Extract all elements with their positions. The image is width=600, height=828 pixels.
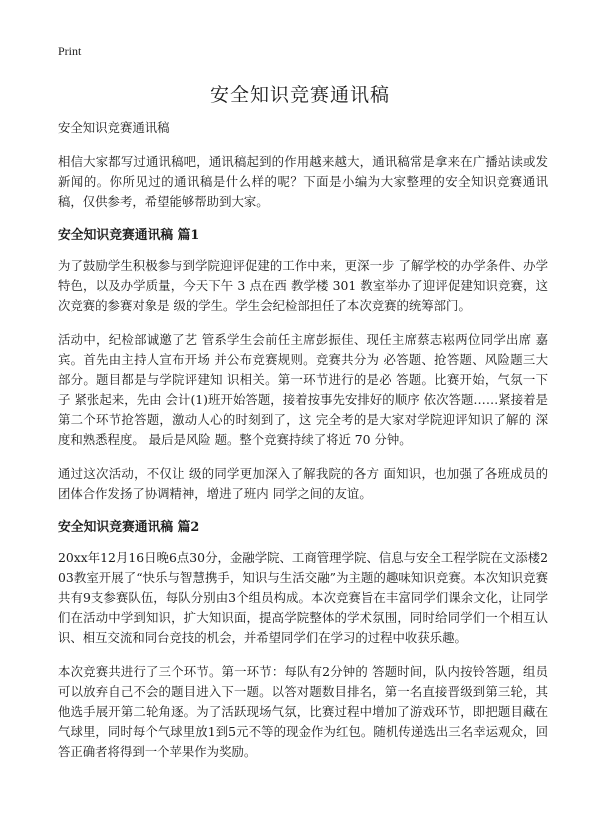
article-subtitle: 安全知识竞赛通讯稿: [58, 120, 170, 135]
section-1-paragraph-3: 通过这次活动，不仅让 级的同学更加深入了解我院的各方 面知识，也加强了各班成员的团体合作发扬了协调精神，增进了班内 同学之间的友谊。: [58, 466, 548, 501]
section-2-paragraph-1: 20xx年12月16日晚6点30分，金融学院、工商管理学院、信息与安全工程学院在文添楼203教室开展了“快乐与智慧携手，知识与生活交融”为主题的趣味知识竞赛。本次知识竞赛共有9支参赛队伍，每队分别由3个组员构成。本次竞赛旨在丰富同学们课余文化，让同学们在活动中学到知识，扩大知识面，提高学院整体的学术氛围，同时给同学们一个相互认识、相互交流和同台竞技的机会，并希望同学们在学习的过程中收获乐趣。: [58, 550, 548, 645]
page-title: 安全知识竞赛通讯稿: [209, 84, 390, 106]
intro-paragraph: 相信大家都写过通讯稿吧，通讯稿起到的作用越来越大，通讯稿常是拿来在广播站读或发新闻的。你所见过的通讯稿是什么样的呢？下面是小编为大家整理的安全知识竞赛通讯稿，仅供参考，希望能够帮助到大家。: [58, 154, 548, 209]
section-1-paragraph-2: 活动中，纪检部诚邀了艺 管系学生会前任主席彭振佳、现任主席蔡志崧两位同学出席 嘉宾。首先由主持人宣布开场 并公布竞赛规则。竞赛共分为 必答题、抢答题、风险题三大 部分。题目都是与学院评建知 识相关。第一环节进行的是必 答题。比赛开始，气氛一下子 紧张起来，先由 会计(1)班开始答题，接着按事先安排好的顺序 依次答题……紧接着是第二个环节抢答题，激动人心的时刻到了，这 完全考的是大家对学院迎评知识了解的 深度和熟悉程度。 最后是风险 题。整个竞赛持续了将近 70 分钟。: [58, 332, 548, 447]
section-1-paragraph-1: 为了鼓励学生积极参与到学院迎评促建的工作中来，更深一步 了解学校的办学条件、办学特色，以及办学质量，今天下午 3 点在西 教学楼 301 教室举办了迎评促建知识竞赛，这次竞赛的参赛对象是 级的学生。学生会纪检部担任了本次竞赛的统筹部门。: [58, 258, 548, 313]
article-body: [58, 118, 548, 762]
section-heading-1: 安全知识竞赛通讯稿 篇1: [58, 228, 200, 243]
section-heading-2: 安全知识竞赛通讯稿 篇2: [58, 520, 200, 535]
print-link[interactable]: Print: [58, 44, 82, 58]
section-2-paragraph-2: 本次竞赛共进行了三个环节。第一环节：每队有2分钟的 答题时间，队内按铃答题，组员可以放弃自己不会的题目进入下一题。以答对题数目排名，第一名直接晋级到第三轮，其他选手展开第二轮角逐。为了活跃现场气氛，比赛过程中增加了游戏环节，即把题目藏在气球里，同时每个气球里放1到5元不等的现金作为红包。随机传递选出三名幸运观众，回答正确者将得到一个苹果作为奖励。: [58, 664, 548, 759]
